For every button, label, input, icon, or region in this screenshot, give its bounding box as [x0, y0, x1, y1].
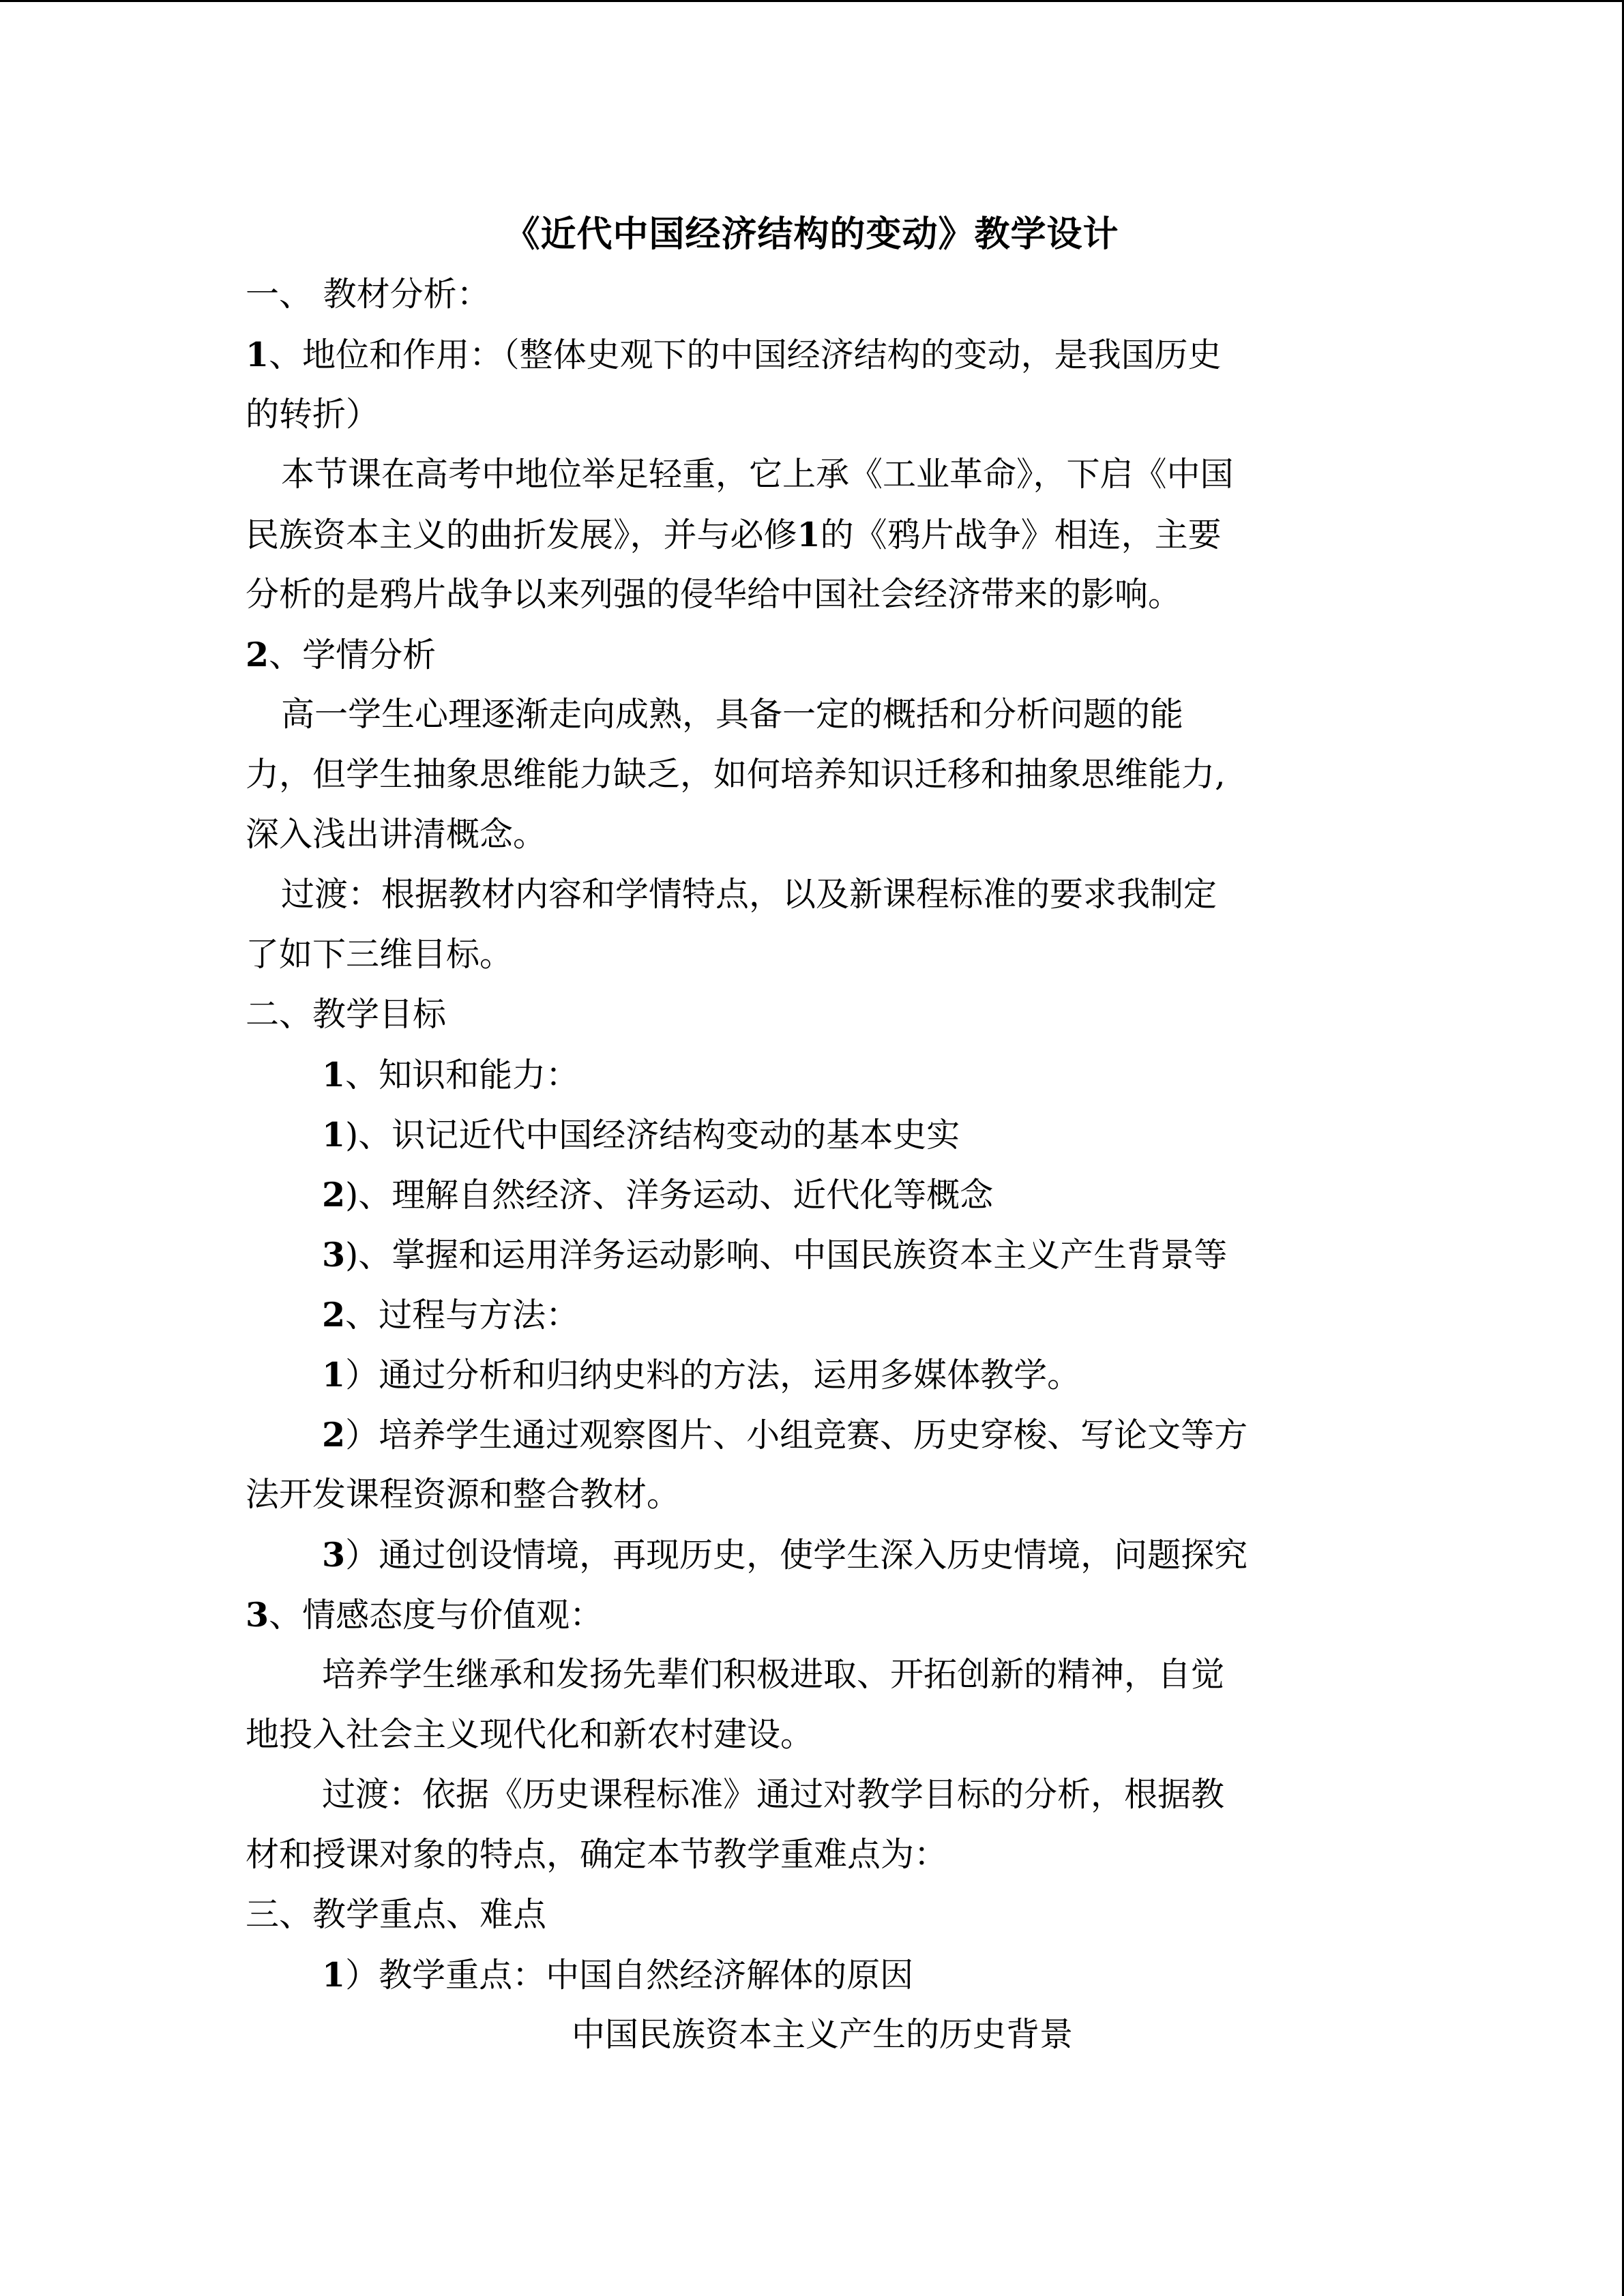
objective-1-2	[246, 1165, 1378, 1225]
section-2-1-text: 、知识和能力：	[345, 1056, 580, 1094]
paragraph-3-line-2: 了如下三维目标。	[246, 935, 514, 974]
objective-2-3-text: ）通过创设情境，再现历史，使学生深入历史情境，问题探究	[345, 1536, 1248, 1575]
objective-2-2-line-1	[246, 1405, 1378, 1465]
section-1-1-number: 1	[246, 335, 269, 374]
objective-1-3	[246, 1225, 1378, 1285]
paragraph-3-line-1: 过渡：根据教材内容和学情特点，以及新课程标准的要求我制定	[281, 875, 1217, 914]
paragraph-2-line-1: 高一学生心理逐渐走向成熟，具备一定的概括和分析问题的能	[281, 695, 1184, 734]
section-1-heading: 一、 教材分析：	[246, 275, 490, 314]
paragraph-2-line-3: 深入浅出讲清概念。	[246, 815, 547, 854]
objective-2-2-number: 2	[322, 1415, 346, 1455]
section-1-1-line-2: 的转折）	[246, 395, 380, 434]
section-1-2-text: 、学情分析	[269, 636, 437, 674]
section-2-2-number: 2	[322, 1295, 346, 1335]
section-1-1-text: 、地位和作用：（整体史观下的中国经济结构的变动，是我国历史	[269, 336, 1222, 374]
objective-1-1-text: )、识记近代中国经济结构变动的基本史实	[345, 1116, 960, 1154]
objective-2-2-line-2: 法开发课程资源和整合教材。	[246, 1475, 681, 1514]
objective-1-3-text: )、掌握和运用洋务运动影响、中国民族资本主义产生背景等	[345, 1236, 1228, 1274]
section-1-2-number: 2	[246, 635, 269, 674]
paragraph-5-line-2: 材和授课对象的特点，确定本节教学重难点为：	[246, 1835, 948, 1874]
paragraph-2-line-2: 力，但学生抽象思维能力缺乏，如何培养知识迁移和抽象思维能力,	[246, 755, 1226, 794]
objective-2-1-number: 1	[322, 1355, 346, 1395]
paragraph-4-line-2: 地投入社会主义现代化和新农村建设。	[246, 1715, 814, 1754]
objective-2-1	[246, 1345, 1378, 1405]
paragraph-5-line-1: 过渡：依据《历史课程标准》通过对教学目标的分析，根据教	[322, 1775, 1225, 1814]
paragraph-1-line-3: 分析的是鸦片战争以来列强的侵华给中国社会经济带来的影响。	[246, 575, 1182, 614]
paragraph-1-line-2-part-b: 的《鸦片战争》相连，主要	[820, 516, 1222, 554]
paragraph-1-line-2-part-a: 民族资本主义的曲折发展》，并与必修	[246, 516, 797, 554]
objective-1-2-number: 2	[322, 1175, 346, 1214]
objective-1-2-text: )、理解自然经济、洋务运动、近代化等概念	[345, 1176, 994, 1214]
objective-2-3-number: 3	[322, 1535, 346, 1575]
section-2-2-text: 、过程与方法：	[345, 1296, 580, 1335]
objective-2-2-text: ）培养学生通过观察图片、小组竞赛、历史穿梭、写论文等方	[345, 1416, 1248, 1455]
section-3-heading: 三、教学重点、难点	[246, 1895, 547, 1934]
paragraph-1-line-2	[246, 505, 1378, 565]
paragraph-1-line-1: 本节课在高考中地位举足轻重，它上承《工业革命》，下启《中国	[281, 455, 1234, 494]
section-2-3-heading	[246, 1585, 1378, 1645]
key-point-1	[246, 1945, 1378, 2005]
section-2-heading: 二、教学目标	[246, 995, 447, 1034]
section-1-2-heading	[246, 625, 1378, 685]
paragraph-4-line-1: 培养学生继承和发扬先辈们积极进取、开拓创新的精神，自觉	[322, 1655, 1225, 1694]
section-2-3-text: 、情感态度与价值观：	[269, 1596, 604, 1635]
objective-1-1-number: 1	[322, 1115, 346, 1154]
paragraph-1-line-2-number: 1	[797, 515, 821, 554]
objective-2-3	[246, 1525, 1378, 1585]
document-title: 《近代中国经济结构的变动》教学设计	[504, 213, 1119, 255]
section-2-2-heading	[246, 1285, 1378, 1345]
document-page	[246, 205, 1378, 2065]
key-point-1-number: 1	[322, 1955, 346, 1995]
section-2-1-heading	[246, 1045, 1378, 1105]
objective-1-1	[246, 1105, 1378, 1165]
section-2-1-number: 1	[322, 1055, 346, 1094]
page-border-top	[0, 0, 1624, 2]
section-2-3-number: 3	[246, 1595, 269, 1635]
section-1-1-line-1	[246, 325, 1378, 385]
objective-2-1-text: ）通过分析和归纳史料的方法，运用多媒体教学。	[345, 1356, 1081, 1395]
objective-1-3-number: 3	[322, 1235, 346, 1274]
key-point-1-text: ）教学重点：中国自然经济解体的原因	[345, 1956, 914, 1995]
key-point-1-continued: 中国民族资本主义产生的历史背景	[572, 2015, 1074, 2054]
